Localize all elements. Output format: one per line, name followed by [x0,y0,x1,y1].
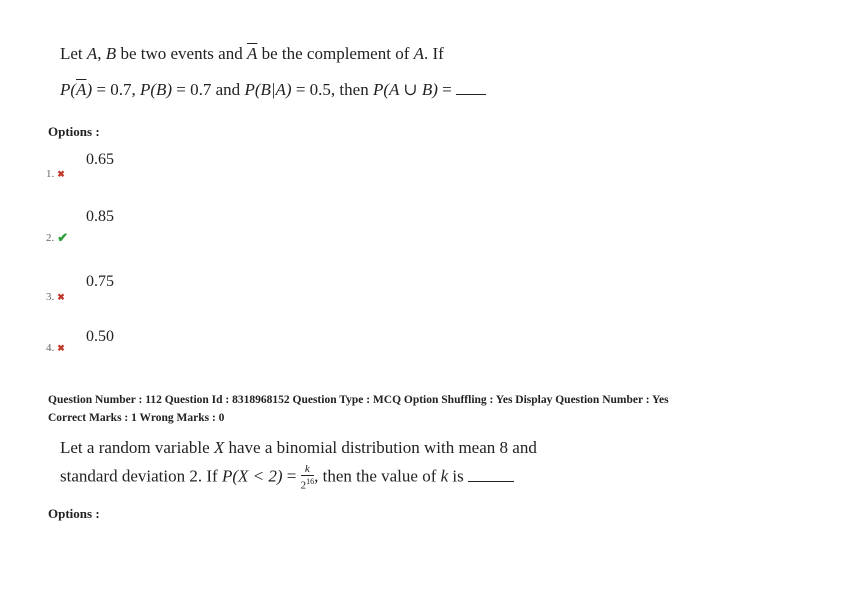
options-label: Options : [48,506,100,521]
math-var: B [105,44,117,63]
math: P(B) [139,80,173,99]
option-3-marker [46,291,65,303]
math: P(X < 2) [221,466,283,486]
math-var-complement: $\overline{A}$ [76,80,87,99]
option-number: 3. [46,291,55,303]
math-var: k [440,466,449,486]
option-1-value[interactable]: 0.65 [86,151,114,168]
question-meta-line-2: Correct Marks : 1 Wrong Marks : 0 [48,412,225,424]
check-icon: ✔ [57,230,69,245]
math: ) [86,80,93,99]
text: have a binomial distribution with mean 8 and [224,438,537,457]
fraction-numerator: k [301,464,315,476]
exponent: 16 [306,477,315,486]
option-number: 2. [46,232,55,244]
options-label: Options : [48,124,100,139]
answer-blank [468,480,514,482]
text: , then the value of [314,466,441,486]
text: . If [424,44,444,63]
math-var: X [213,438,225,457]
text: Let a random variable [60,438,214,457]
text: be two events and [116,44,247,63]
cross-icon: ✖ [57,342,65,353]
question-1-text-line-1 [60,44,444,64]
answer-blank [456,93,486,95]
option-3-value[interactable]: 0.75 [86,273,114,290]
text: be the complement of [257,44,414,63]
option-2-marker [46,230,68,246]
math-var: A [86,44,98,63]
math: P(B|A) [244,80,292,99]
fraction-denominator [301,476,315,492]
math-var: A [413,44,425,63]
option-number: 1. [46,168,55,180]
math: P( [60,80,77,99]
text: , [97,44,106,63]
text: Let [60,44,87,63]
question-2-text-line-2 [60,464,514,492]
text: = 0.7 and [172,80,245,99]
option-4-marker [46,342,65,354]
cross-icon: ✖ [57,168,65,179]
question-1-text-line-2 [60,80,486,100]
option-4-value[interactable]: 0.50 [86,328,114,345]
option-number: 4. [46,342,55,354]
question-meta-line-1: Question Number : 112 Question Id : 8318968152 Question Type : MCQ Option Shuffling : Yes Display Question Number : Yes [48,394,669,406]
text: = 0.7, [92,80,140,99]
text: = [282,466,301,486]
text: standard deviation 2. If [60,466,222,486]
cross-icon: ✖ [57,291,65,302]
base: 2 [300,479,307,492]
text: = 0.5, then [291,80,373,99]
option-2-value[interactable]: 0.85 [86,208,114,225]
math: P(A ∪ B) [372,80,438,99]
fraction [301,464,315,492]
question-2-text-line-1 [60,438,537,458]
option-1-marker [46,168,65,180]
text: is [448,466,468,486]
text: = [437,80,456,99]
math-var-complement: $\overline{A}$ [246,44,258,63]
